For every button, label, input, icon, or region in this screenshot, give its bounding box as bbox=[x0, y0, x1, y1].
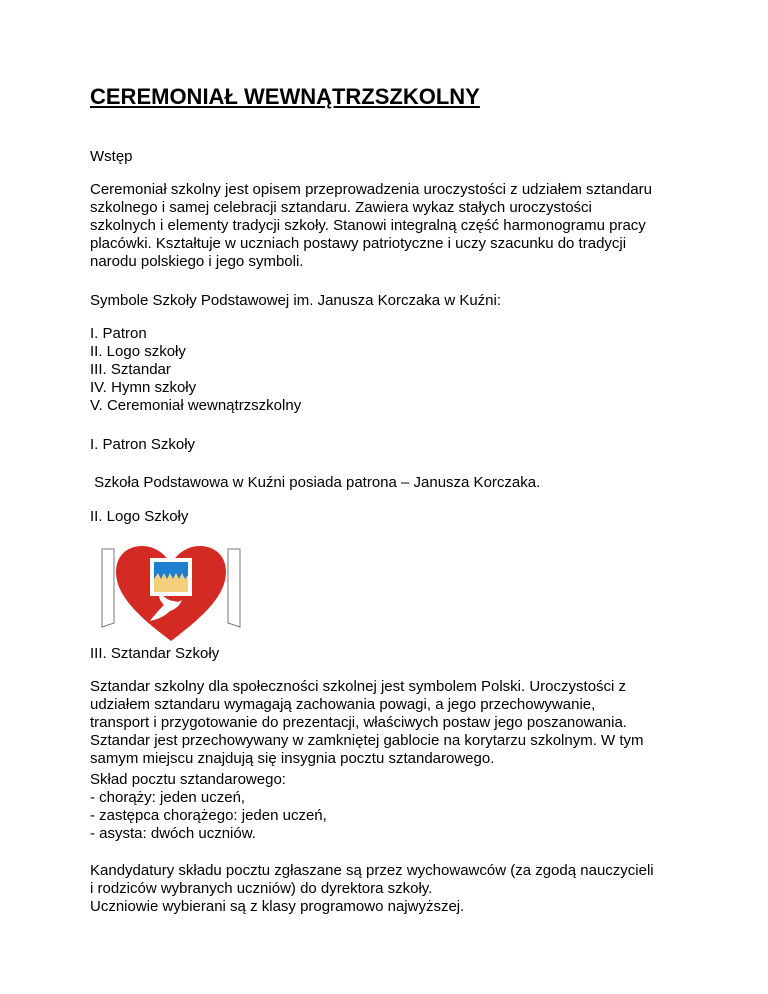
banner-heading: III. Sztandar Szkoły bbox=[90, 645, 220, 662]
symbols-list-item: V. Ceremoniał wewnątrzszkolny bbox=[90, 397, 302, 414]
symbols-list-item: IV. Hymn szkoły bbox=[90, 379, 197, 396]
escort-heading: Skład pocztu sztandarowego: bbox=[90, 771, 286, 788]
intro-line: Ceremoniał szkolny jest opisem przeprowadzenia uroczystości z udziałem sztandaru bbox=[90, 181, 652, 198]
banner-line: Sztandar jest przechowywany w zamkniętej gablocie na korytarzu szkolnym. W tym bbox=[90, 732, 644, 749]
candidates-paragraph bbox=[90, 862, 654, 916]
escort-list-item: - chorąży: jeden uczeń, bbox=[90, 789, 246, 806]
logo-book-page-left bbox=[102, 549, 114, 627]
symbols-list-item: I. Patron bbox=[90, 325, 147, 342]
school-logo bbox=[100, 543, 242, 641]
symbols-list-item: III. Sztandar bbox=[90, 361, 171, 378]
candidates-line: Uczniowie wybierani są z klasy programowo najwyższej. bbox=[90, 898, 465, 915]
logo-heading: II. Logo Szkoły bbox=[90, 508, 189, 525]
escort-list-item: - zastępca chorążego: jeden uczeń, bbox=[90, 807, 327, 824]
candidates-line: i rodziców wybranych uczniów) do dyrektora szkoły. bbox=[90, 880, 433, 897]
banner-line: udziałem sztandaru wymagają zachowania powagi, a jego przechowywanie, bbox=[90, 696, 596, 713]
symbols-list bbox=[90, 325, 301, 415]
logo-book-page-right bbox=[228, 549, 240, 627]
patron-text: Szkoła Podstawowa w Kuźni posiada patrona – Janusza Korczaka. bbox=[90, 474, 541, 491]
intro-paragraph bbox=[90, 181, 652, 271]
escort-section bbox=[90, 771, 327, 843]
banner-line: Sztandar szkolny dla społeczności szkolnej jest symbolem Polski. Uroczystości z bbox=[90, 678, 627, 695]
intro-line: placówki. Kształtuje w uczniach postawy patriotyczne i uczy szacunku do tradycji bbox=[90, 235, 627, 252]
symbols-heading: Symbole Szkoły Podstawowej im. Janusza Korczaka w Kuźni: bbox=[90, 292, 502, 309]
document-title: CEREMONIAŁ WEWNĄTRZSZKOLNY bbox=[90, 84, 480, 109]
intro-line: szkolnych i elementy tradycji szkoły. Stanowi integralną część harmonogramu pracy bbox=[90, 217, 646, 234]
escort-list-item: - asysta: dwóch uczniów. bbox=[90, 825, 256, 842]
symbols-list-item: II. Logo szkoły bbox=[90, 343, 186, 360]
banner-line: samym miejscu znajdują się insygnia pocztu sztandarowego. bbox=[90, 750, 495, 767]
logo-wheat-field bbox=[154, 573, 188, 592]
intro-heading: Wstęp bbox=[90, 148, 133, 165]
banner-paragraph bbox=[90, 678, 644, 768]
candidates-line: Kandydatury składu pocztu zgłaszane są przez wychowawców (za zgodą nauczycieli bbox=[90, 862, 654, 879]
intro-line: szkolnego i samej celebracji sztandaru. Zawiera wykaz stałych uroczystości bbox=[90, 199, 592, 216]
intro-line: narodu polskiego i jego symboli. bbox=[90, 253, 304, 270]
patron-heading: I. Patron Szkoły bbox=[90, 436, 196, 453]
banner-line: transport i przygotowanie do prezentacji, właściwych postaw jego poszanowania. bbox=[90, 714, 627, 731]
